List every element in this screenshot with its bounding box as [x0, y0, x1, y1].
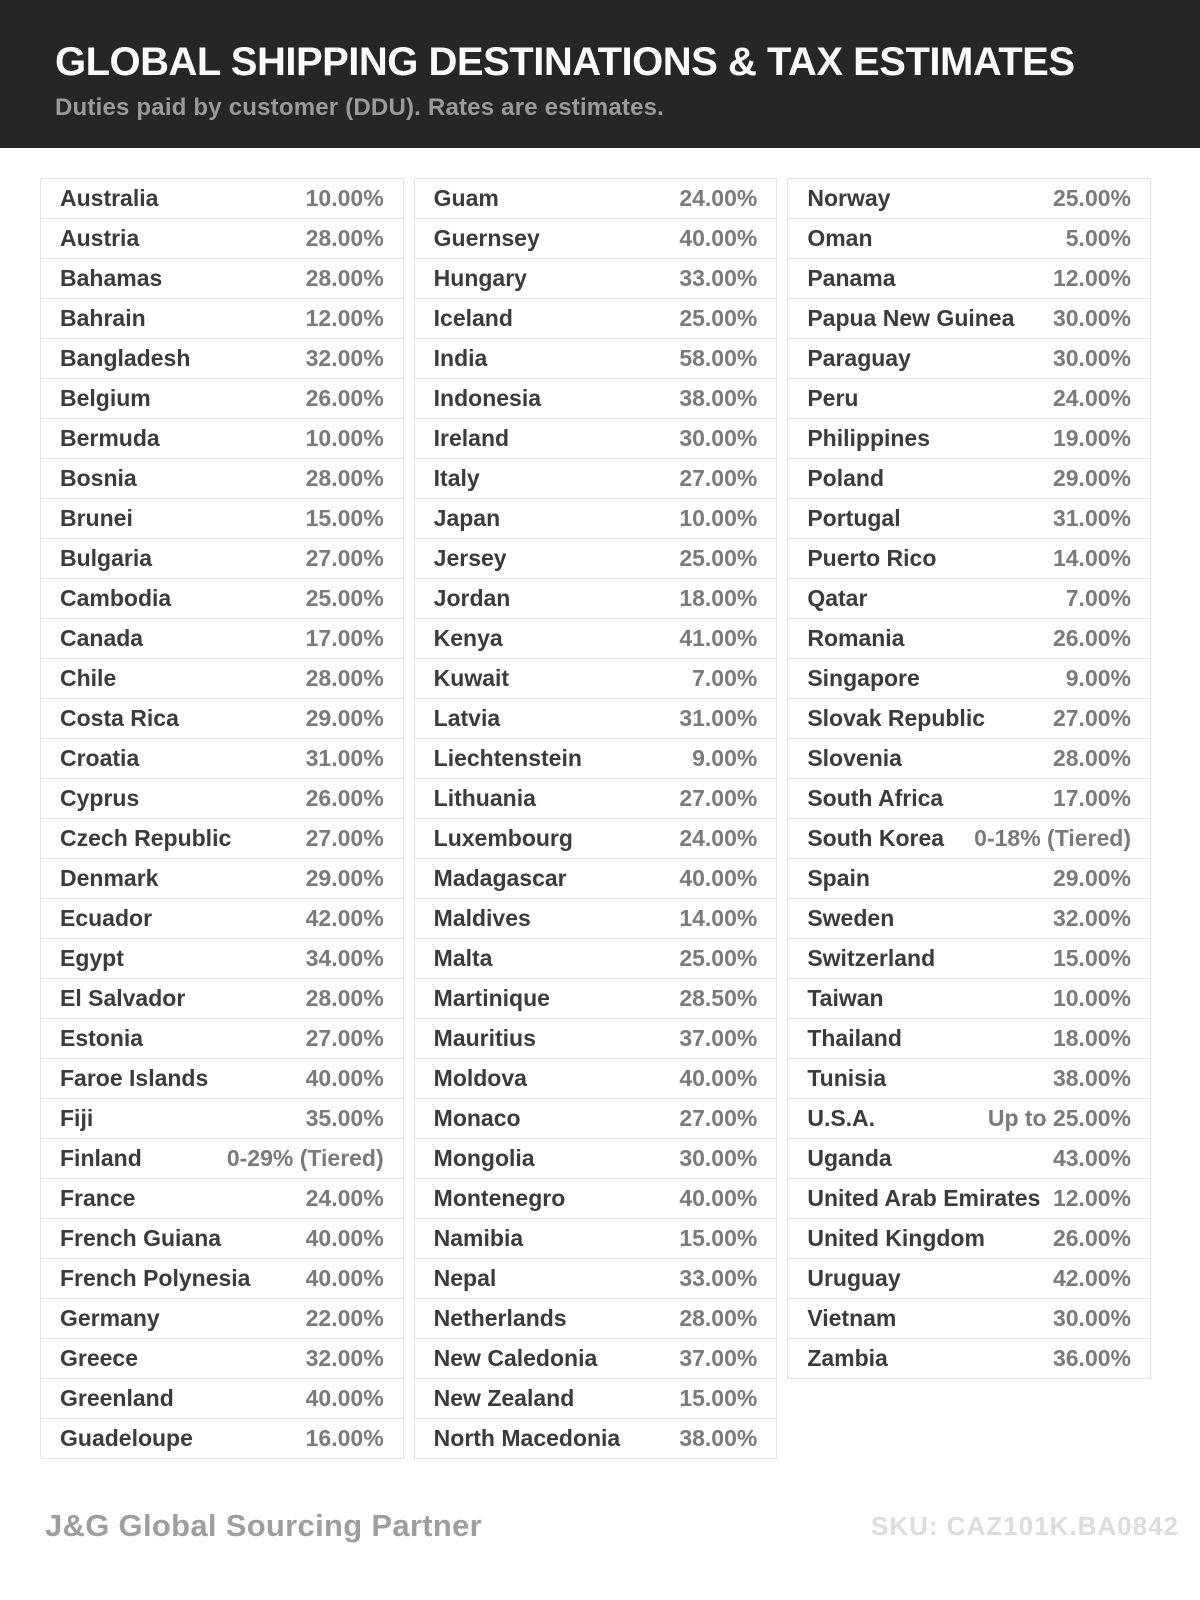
table-row [40, 579, 404, 619]
country-name: New Caledonia [433, 1345, 598, 1371]
country-name: Peru [807, 385, 859, 411]
country-name: Kenya [433, 625, 503, 651]
tax-rate: 30.00% [679, 425, 758, 451]
tax-rate: 32.00% [305, 1345, 384, 1371]
table-row [787, 219, 1151, 259]
table-row [787, 179, 1151, 219]
page-title: GLOBAL SHIPPING DESTINATIONS & TAX ESTIMATES [55, 40, 1075, 84]
tax-rate: 28.50% [679, 985, 758, 1011]
tax-rate: 40.00% [679, 1065, 758, 1091]
tax-rate: 10.00% [679, 505, 758, 531]
rates-table [40, 178, 1151, 1459]
tax-rate: 30.00% [1052, 305, 1131, 331]
table-row [40, 979, 404, 1019]
tax-rate: 28.00% [305, 225, 384, 251]
tax-rate: 15.00% [679, 1385, 758, 1411]
tax-rate: 40.00% [305, 1385, 384, 1411]
tax-rate: 26.00% [305, 385, 384, 411]
country-name: Moldova [433, 1065, 527, 1091]
country-name: U.S.A. [807, 1105, 876, 1131]
tax-rate: 12.00% [305, 305, 384, 331]
table-row [787, 539, 1151, 579]
country-name: Jersey [433, 545, 507, 571]
table-row [787, 579, 1151, 619]
table-row [787, 339, 1151, 379]
tax-rate: 58.00% [679, 345, 758, 371]
tax-rate: 19.00% [1052, 425, 1131, 451]
tax-rate: 0-18% (Tiered) [974, 825, 1131, 851]
table-row [787, 419, 1151, 459]
tax-rate: 7.00% [692, 665, 758, 691]
table-row [40, 459, 404, 499]
tax-rate: 17.00% [1052, 785, 1131, 811]
tax-rate: 26.00% [305, 785, 384, 811]
country-name: Switzerland [807, 945, 936, 971]
tax-rate: 42.00% [305, 905, 384, 931]
country-name: Thailand [807, 1025, 902, 1051]
country-name: Japan [433, 505, 501, 531]
table-row [414, 1259, 778, 1299]
table-row [787, 1059, 1151, 1099]
country-name: Liechtenstein [433, 745, 582, 771]
tax-rate: 33.00% [679, 265, 758, 291]
table-row [787, 739, 1151, 779]
tax-rate: 32.00% [305, 345, 384, 371]
page-subtitle: Duties paid by customer (DDU). Rates are estimates. [55, 94, 665, 121]
country-name: Slovak Republic [807, 705, 985, 731]
table-row [40, 699, 404, 739]
table-row [40, 539, 404, 579]
table-row [40, 1379, 404, 1419]
tax-rate: 15.00% [679, 1225, 758, 1251]
table-row [414, 459, 778, 499]
table-row [40, 899, 404, 939]
country-name: Fiji [60, 1105, 94, 1131]
rate-column [414, 178, 778, 1459]
country-name: Monaco [433, 1105, 521, 1131]
table-row [40, 819, 404, 859]
country-name: Egypt [60, 945, 124, 971]
table-row [787, 979, 1151, 1019]
country-name: Papua New Guinea [807, 305, 1015, 331]
tax-rate: 27.00% [305, 545, 384, 571]
country-name: Qatar [807, 585, 868, 611]
table-row [787, 1339, 1151, 1379]
table-row [40, 859, 404, 899]
sku-label: SKU: CAZ101K.BA0842 [871, 1510, 1179, 1541]
table-row [787, 1139, 1151, 1179]
table-row [40, 939, 404, 979]
tax-rate: 24.00% [679, 825, 758, 851]
table-row [787, 819, 1151, 859]
tax-rate: 25.00% [679, 545, 758, 571]
tax-rate: 33.00% [679, 1265, 758, 1291]
table-row [414, 899, 778, 939]
table-row [40, 339, 404, 379]
tax-rate: 27.00% [305, 825, 384, 851]
country-name: Bulgaria [60, 545, 153, 571]
country-name: Indonesia [433, 385, 542, 411]
country-name: Luxembourg [433, 825, 573, 851]
country-name: Iceland [433, 305, 513, 331]
tax-rate: 38.00% [679, 385, 758, 411]
country-name: Poland [807, 465, 884, 491]
country-name: Bermuda [60, 425, 160, 451]
table-row [414, 939, 778, 979]
tax-rate: 18.00% [679, 585, 758, 611]
table-row [414, 539, 778, 579]
table-row [414, 739, 778, 779]
country-name: Uganda [807, 1145, 892, 1171]
country-name: Oman [807, 225, 873, 251]
table-row [414, 1379, 778, 1419]
tax-rate: 24.00% [679, 185, 758, 211]
country-name: Ecuador [60, 905, 153, 931]
table-row [40, 1139, 404, 1179]
table-row [787, 1179, 1151, 1219]
table-row [414, 499, 778, 539]
tax-rate: 12.00% [1052, 1185, 1131, 1211]
country-name: Australia [60, 185, 159, 211]
country-name: Malta [433, 945, 493, 971]
country-name: Mauritius [433, 1025, 536, 1051]
tax-rate: 40.00% [679, 225, 758, 251]
tax-rate: 18.00% [1052, 1025, 1131, 1051]
country-name: France [60, 1185, 136, 1211]
table-row [414, 219, 778, 259]
table-row [40, 299, 404, 339]
table-row [414, 819, 778, 859]
table-row [787, 939, 1151, 979]
country-name: Brunei [60, 505, 133, 531]
country-name: Tunisia [807, 1065, 887, 1091]
country-name: French Guiana [60, 1225, 222, 1251]
country-name: Martinique [433, 985, 550, 1011]
table-row [40, 619, 404, 659]
country-name: North Macedonia [433, 1425, 621, 1451]
table-row [787, 379, 1151, 419]
table-row [787, 899, 1151, 939]
country-name: India [433, 345, 488, 371]
table-row [787, 1259, 1151, 1299]
table-row [40, 259, 404, 299]
country-name: Costa Rica [60, 705, 179, 731]
country-name: French Polynesia [60, 1265, 251, 1291]
rate-column [40, 178, 404, 1459]
country-name: Denmark [60, 865, 159, 891]
country-name: Bahamas [60, 265, 163, 291]
tax-rate: 12.00% [1052, 265, 1131, 291]
table-row [40, 1219, 404, 1259]
country-name: Puerto Rico [807, 545, 937, 571]
country-name: Mongolia [433, 1145, 535, 1171]
country-name: Greenland [60, 1385, 174, 1411]
country-name: Maldives [433, 905, 531, 931]
tax-rate: 25.00% [679, 945, 758, 971]
table-row [787, 1019, 1151, 1059]
tax-rate: 27.00% [1052, 705, 1131, 731]
table-row [787, 459, 1151, 499]
country-name: Estonia [60, 1025, 144, 1051]
tax-rate: 9.00% [692, 745, 758, 771]
tax-rate: 27.00% [305, 1025, 384, 1051]
country-name: Greece [60, 1345, 139, 1371]
country-name: Ireland [433, 425, 510, 451]
table-row [414, 979, 778, 1019]
tax-rate: 29.00% [1052, 865, 1131, 891]
table-row [40, 1019, 404, 1059]
table-row [414, 619, 778, 659]
tax-rate: 7.00% [1065, 585, 1131, 611]
table-row [414, 1299, 778, 1339]
tax-rate: 14.00% [679, 905, 758, 931]
tax-rate: 32.00% [1052, 905, 1131, 931]
table-row [40, 499, 404, 539]
tax-rate: 15.00% [1052, 945, 1131, 971]
rate-column [787, 178, 1151, 1379]
table-row [787, 699, 1151, 739]
country-name: Czech Republic [60, 825, 232, 851]
table-row [414, 1099, 778, 1139]
table-row [414, 339, 778, 379]
table-row [787, 1099, 1151, 1139]
country-name: Uruguay [807, 1265, 901, 1291]
table-row [40, 1299, 404, 1339]
tax-rate: 28.00% [305, 985, 384, 1011]
country-name: United Kingdom [807, 1225, 985, 1251]
tax-rate: 25.00% [305, 585, 384, 611]
country-name: Latvia [433, 705, 501, 731]
country-name: Cambodia [60, 585, 172, 611]
tax-rate: 22.00% [305, 1305, 384, 1331]
tax-rate: 29.00% [305, 705, 384, 731]
country-name: Panama [807, 265, 896, 291]
country-name: Slovenia [807, 745, 902, 771]
tax-rate: 40.00% [305, 1225, 384, 1251]
tax-rate: 35.00% [305, 1105, 384, 1131]
table-row [414, 419, 778, 459]
country-name: Chile [60, 665, 117, 691]
table-row [787, 299, 1151, 339]
tax-rate: 38.00% [1052, 1065, 1131, 1091]
country-name: Jordan [433, 585, 511, 611]
tax-rate: 10.00% [305, 425, 384, 451]
table-row [40, 779, 404, 819]
table-row [40, 379, 404, 419]
tax-rate: 36.00% [1052, 1345, 1131, 1371]
table-row [787, 259, 1151, 299]
table-row [40, 1339, 404, 1379]
tax-rate: 0-29% (Tiered) [226, 1145, 384, 1171]
tax-rate: 29.00% [1052, 465, 1131, 491]
country-name: Croatia [60, 745, 140, 771]
country-name: Spain [807, 865, 870, 891]
table-row [414, 299, 778, 339]
tax-rate: 24.00% [305, 1185, 384, 1211]
country-name: Austria [60, 225, 140, 251]
tax-rate: Up to 25.00% [987, 1105, 1131, 1131]
country-name: Lithuania [433, 785, 536, 811]
tax-rate: 9.00% [1065, 665, 1131, 691]
tax-rate: 27.00% [679, 785, 758, 811]
tax-rate: 31.00% [1052, 505, 1131, 531]
country-name: Madagascar [433, 865, 567, 891]
table-row [40, 419, 404, 459]
country-name: Kuwait [433, 665, 510, 691]
tax-rate: 5.00% [1065, 225, 1131, 251]
country-name: Italy [433, 465, 480, 491]
table-row [40, 219, 404, 259]
table-row [414, 179, 778, 219]
country-name: Netherlands [433, 1305, 567, 1331]
tax-rate: 30.00% [1052, 1305, 1131, 1331]
tax-rate: 40.00% [679, 865, 758, 891]
tax-rate: 43.00% [1052, 1145, 1131, 1171]
tax-rate: 28.00% [679, 1305, 758, 1331]
table-row [40, 659, 404, 699]
table-row [414, 579, 778, 619]
country-name: New Zealand [433, 1385, 575, 1411]
table-row [414, 859, 778, 899]
table-row [414, 379, 778, 419]
tax-rate: 40.00% [679, 1185, 758, 1211]
header-banner [0, 0, 1200, 148]
country-name: El Salvador [60, 985, 186, 1011]
country-name: South Africa [807, 785, 944, 811]
country-name: Bosnia [60, 465, 137, 491]
country-name: Vietnam [807, 1305, 897, 1331]
country-name: Canada [60, 625, 144, 651]
tax-rate: 28.00% [1052, 745, 1131, 771]
table-row [787, 499, 1151, 539]
table-row [40, 1099, 404, 1139]
table-row [40, 1419, 404, 1459]
country-name: Norway [807, 185, 891, 211]
country-name: Bahrain [60, 305, 146, 331]
tax-rate: 26.00% [1052, 625, 1131, 651]
table-row [787, 619, 1151, 659]
country-name: Guernsey [433, 225, 540, 251]
table-row [40, 1259, 404, 1299]
tax-rate: 28.00% [305, 265, 384, 291]
country-name: United Arab Emirates [807, 1185, 1041, 1211]
country-name: Romania [807, 625, 905, 651]
table-row [40, 1179, 404, 1219]
country-name: Namibia [433, 1225, 524, 1251]
table-row [414, 259, 778, 299]
tax-rate: 30.00% [1052, 345, 1131, 371]
country-name: Belgium [60, 385, 151, 411]
country-name: Bangladesh [60, 345, 191, 371]
tax-rate: 25.00% [1052, 185, 1131, 211]
tax-rate: 38.00% [679, 1425, 758, 1451]
table-row [787, 659, 1151, 699]
tax-rate: 28.00% [305, 465, 384, 491]
tax-rate: 41.00% [679, 625, 758, 651]
table-row [787, 859, 1151, 899]
tax-rate: 37.00% [679, 1345, 758, 1371]
table-row [787, 1219, 1151, 1259]
brand-name: J&G Global Sourcing Partner [45, 1508, 483, 1543]
tax-rate: 14.00% [1052, 545, 1131, 571]
country-name: Philippines [807, 425, 931, 451]
tax-rate: 34.00% [305, 945, 384, 971]
country-name: Cyprus [60, 785, 140, 811]
table-row [787, 779, 1151, 819]
tax-rate: 31.00% [679, 705, 758, 731]
tax-rate: 27.00% [679, 1105, 758, 1131]
country-name: Montenegro [433, 1185, 566, 1211]
footer [45, 1508, 1179, 1544]
country-name: Nepal [433, 1265, 497, 1291]
tax-rate: 25.00% [679, 305, 758, 331]
table-row [414, 1219, 778, 1259]
table-row [40, 1059, 404, 1099]
country-name: Portugal [807, 505, 901, 531]
table-row [414, 1179, 778, 1219]
table-row [414, 699, 778, 739]
tax-rate: 40.00% [305, 1065, 384, 1091]
table-row [40, 179, 404, 219]
tax-rate: 40.00% [305, 1265, 384, 1291]
tax-rate: 31.00% [305, 745, 384, 771]
country-name: Zambia [807, 1345, 888, 1371]
country-name: Paraguay [807, 345, 911, 371]
tax-rate: 15.00% [305, 505, 384, 531]
tax-rate: 17.00% [305, 625, 384, 651]
tax-rate: 26.00% [1052, 1225, 1131, 1251]
country-name: Sweden [807, 905, 895, 931]
country-name: Singapore [807, 665, 920, 691]
country-name: Finland [60, 1145, 142, 1171]
table-row [40, 739, 404, 779]
table-row [414, 1339, 778, 1379]
table-row [414, 659, 778, 699]
table-row [414, 1419, 778, 1459]
table-row [414, 1019, 778, 1059]
table-row [414, 1139, 778, 1179]
tax-rate: 29.00% [305, 865, 384, 891]
table-row [414, 779, 778, 819]
tax-rate: 28.00% [305, 665, 384, 691]
table-row [787, 1299, 1151, 1339]
country-name: Germany [60, 1305, 160, 1331]
table-row [414, 1059, 778, 1099]
tax-rate: 42.00% [1052, 1265, 1131, 1291]
tax-rate: 24.00% [1052, 385, 1131, 411]
country-name: Guam [433, 185, 499, 211]
country-name: Hungary [433, 265, 527, 291]
tax-rate: 37.00% [679, 1025, 758, 1051]
tax-rate: 10.00% [1052, 985, 1131, 1011]
country-name: Guadeloupe [60, 1425, 193, 1451]
tax-rate: 16.00% [305, 1425, 384, 1451]
country-name: Faroe Islands [60, 1065, 209, 1091]
tax-rate: 27.00% [679, 465, 758, 491]
tax-rate: 30.00% [679, 1145, 758, 1171]
country-name: South Korea [807, 825, 945, 851]
country-name: Taiwan [807, 985, 884, 1011]
tax-rate: 10.00% [305, 185, 384, 211]
